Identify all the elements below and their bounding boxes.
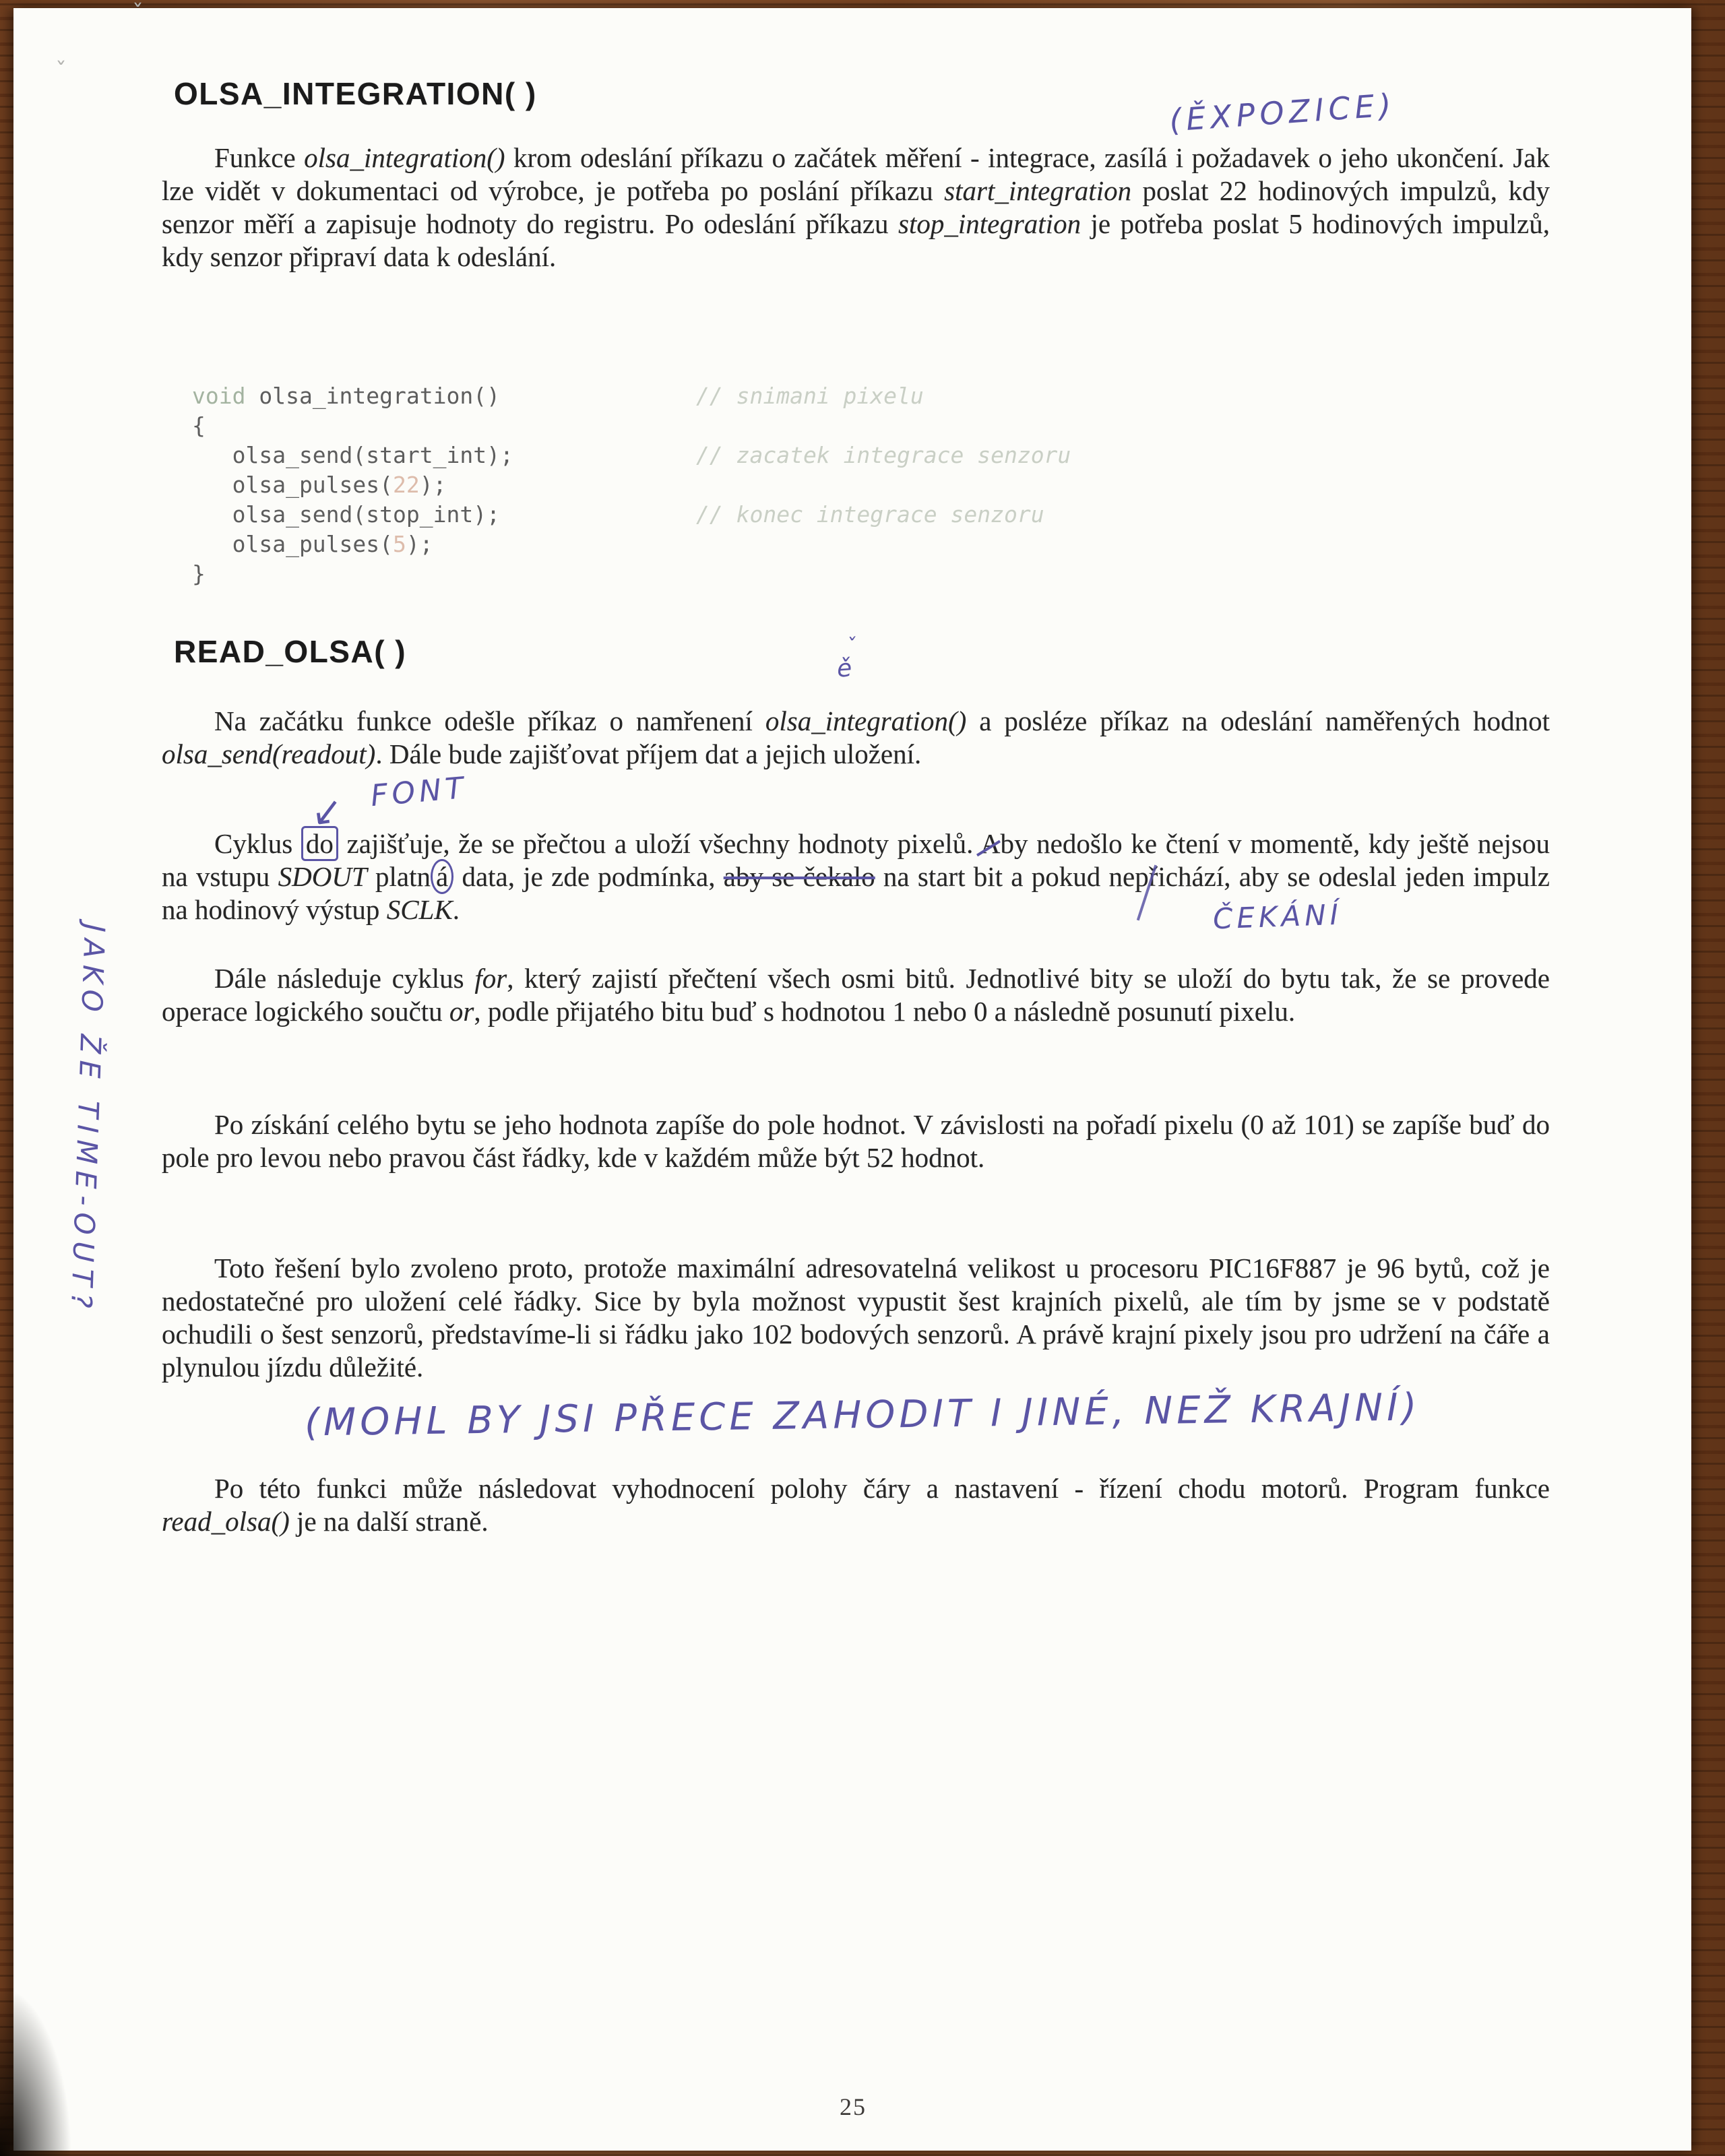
handwritten-expozice-note: (ĚXPOZICE) [1168, 86, 1398, 139]
code-line [192, 561, 513, 590]
text-run: olsa_integration() [304, 142, 505, 173]
text-run: Toto řešení bylo zvoleno proto, protože maximální adresovatelná velikost u procesoru PIC16F887 je 96 bytů, což je nedostatečné pro uložení celé řádky. Sice by byla možnost vypustit šest krajních pixelů, ale tím by jsme se v podstatě ochudili o šest senzorů, představíme-li si řádku jako 102 bodových senzorů. A právě krajní pixely jsou pro udržení na čáře a plynulou jízdu důležité. [162, 1253, 1550, 1383]
text-run: Po této funkci může následovat vyhodnocení polohy čáry a nastavení - řízení chodu motorů. Program funkce [214, 1473, 1550, 1504]
code-comment: // konec integrace senzoru [696, 501, 1044, 528]
handwritten-font-note: FONT [369, 770, 469, 814]
text-run: a posléze příkaz na odeslání naměřených hodnot [966, 705, 1550, 736]
code-block-olsa-integration [192, 383, 1071, 590]
handwritten-margin-note-timeout: JAKO ŽE TIME-OUT? [64, 923, 111, 1315]
text-run: Funkce [214, 142, 305, 173]
text-run: olsa_send(start_int); [192, 442, 513, 468]
text-run: Po získání celého bytu se jeho hodnota zapíše do pole hodnot. V závislosti na pořadí pixelu (0 až 101) se zapíše buď do pole pro levou nebo pravou část řádky, kde v každém může být 52 hodnot. [162, 1109, 1550, 1173]
handwritten-arrow-down-left: ↙ [308, 788, 346, 835]
handwritten-cekani-note: ČEKÁNÍ [1212, 897, 1343, 936]
text-run: { [192, 412, 206, 439]
code-line [192, 412, 513, 442]
scanner-dust-mark: ˇ [132, 0, 144, 27]
text-run: do [301, 826, 338, 861]
text-run: 5 [393, 531, 406, 557]
text-run: } [192, 561, 206, 587]
code-comment: // snimani pixelu [696, 383, 924, 409]
text-run: Dále následuje cyklus [214, 963, 475, 994]
text-run: read_olsa() [162, 1506, 290, 1537]
text-run: . [452, 894, 460, 925]
text-run: by nedošlo ke čtení v momentě, kdy ještě nejsou na vstupu [162, 828, 1550, 892]
text-run: SCLK [386, 894, 453, 925]
code-line [192, 383, 924, 412]
text-run: start_integration [944, 175, 1132, 206]
paragraph-pic16f887-memory [162, 1252, 1550, 1384]
text-run: for [474, 963, 507, 994]
handwritten-letter-correction: ě [836, 654, 853, 683]
scanner-dust-mark: ˇ [55, 58, 67, 85]
text-run: olsa_pulses( [192, 472, 394, 498]
text-run: je na další straně. [289, 1506, 489, 1537]
code-line [192, 472, 513, 501]
text-run: data, je zde podmínka, [453, 861, 724, 892]
handwritten-caron-mark: ˇ [845, 634, 858, 659]
text-run: olsa_pulses( [192, 531, 394, 557]
text-run: olsa_send(readout) [162, 738, 376, 769]
text-run: or [449, 996, 474, 1027]
text-run: zajišťuje, že se přečtou a uloží všechny hodnoty pixelů. [338, 828, 980, 859]
text-run: na start bit a pokud nepřichází, aby se odeslal jeden impulz na hodinový výstup [162, 861, 1550, 925]
page-number: 25 [840, 2093, 867, 2120]
paragraph-for-cycle [162, 962, 1550, 1028]
text-run: poslat 22 hodinových impulzů, kdy senzor měří a zapisuje hodnoty do registru. Po odeslání příkazu [162, 175, 1550, 239]
text-run: á [431, 859, 453, 894]
corner-shadow [0, 1981, 74, 2156]
section-heading-olsa-integration: OLSA_INTEGRATION( ) [174, 76, 537, 111]
paper-sheet [13, 8, 1691, 2151]
text-run: olsa_integration() [765, 705, 967, 736]
code-line [192, 442, 1071, 472]
paragraph-byte-storage [162, 1108, 1550, 1174]
text-run: krom odeslání příkazu o začátek měření - integrace, zasílá i požadavek o jeho ukončení. Jak lze vidět v dokumentaci od výrobce, je potřeba po poslání příkazu [162, 142, 1550, 206]
text-run: SDOUT [278, 861, 367, 892]
text-run: . Dále bude zajišťovat příjem dat a jejich uložení. [375, 738, 922, 769]
code-line [192, 501, 1044, 531]
text-run: ); [419, 472, 447, 498]
section-heading-read-olsa: READ_OLSA( ) [174, 634, 407, 669]
text-run: 22 [393, 472, 420, 498]
text-run: Na začátku funkce odešle příkaz o namřenení [214, 705, 765, 736]
text-run: ); [406, 531, 433, 557]
text-run: Cyklus [214, 828, 301, 859]
text-run: A [980, 828, 1001, 859]
text-run: aby se čekalo [723, 861, 875, 892]
text-run: stop_integration [898, 208, 1081, 239]
text-run: , podle přijatého bitu buď s hodnotou 1 nebo 0 a následně posunutí pixelu. [474, 996, 1296, 1027]
text-run: , který zajistí přečtení všech osmi bitů. Jednotlivé bity se uloží do bytu tak, že se provede operace logického součtu [162, 963, 1550, 1027]
paragraph-olsa-integration-description [162, 141, 1550, 274]
code-line [192, 531, 513, 561]
text-run: olsa_integration() [259, 383, 500, 409]
text-run: olsa_send(stop_int); [192, 501, 500, 528]
text-run: je potřeba poslat 5 hodinových impulzů, kdy senzor připraví data k odeslání. [162, 208, 1550, 272]
handwritten-mohl-comment: (MOHL BY JSI PŘECE ZAHODIT I JINÉ, NEŽ KRAJNÍ) [304, 1385, 1421, 1445]
paragraph-after-function [162, 1472, 1550, 1538]
text-run: platn [367, 861, 431, 892]
text-run: void [192, 383, 259, 409]
paragraph-read-olsa-intro [162, 705, 1550, 771]
code-comment: // zacatek integrace senzoru [696, 442, 1071, 468]
